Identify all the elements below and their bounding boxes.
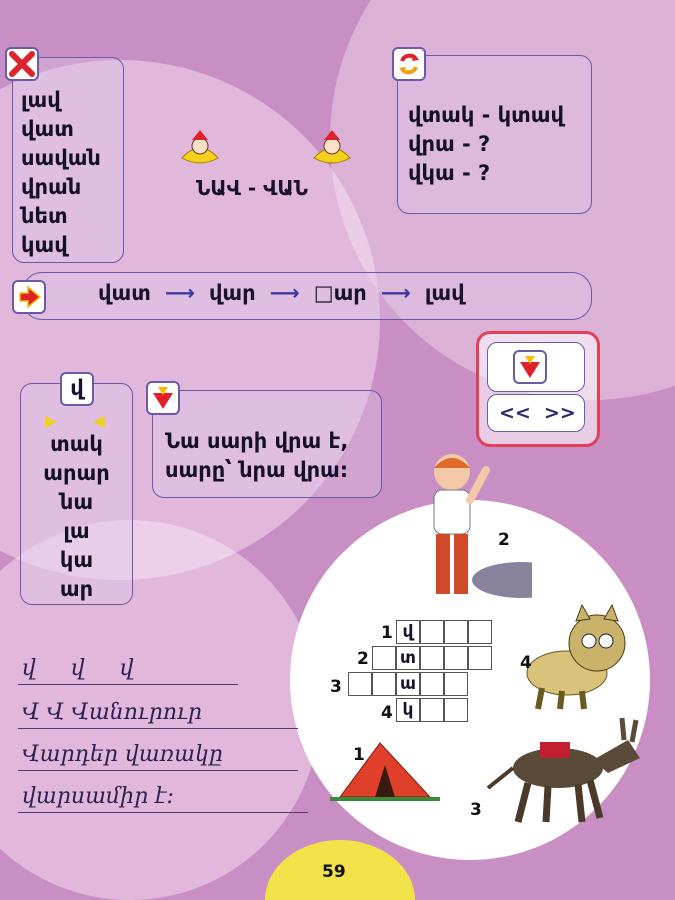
- handwriting-line: վ վ վ: [22, 656, 148, 681]
- replace-lines: [408, 101, 564, 188]
- jester-icon: [178, 128, 222, 172]
- crossword-cell[interactable]: [348, 672, 372, 696]
- chain-words: [98, 281, 465, 305]
- sentence-lines: [165, 427, 348, 485]
- letter-syllable-box: [20, 383, 133, 605]
- writing-rule: [18, 770, 298, 771]
- chain-word: □ար: [313, 281, 367, 305]
- list-word: սավան: [21, 146, 101, 170]
- handwriting-line: Վարդեր վառակը: [22, 742, 223, 767]
- handwriting-line: վարսամիր է:: [22, 784, 174, 809]
- crossword-cell[interactable]: [468, 620, 492, 644]
- writing-rule: [18, 684, 238, 685]
- replace-line: վկա - ?: [408, 161, 491, 185]
- crossword-cell[interactable]: [444, 672, 468, 696]
- row-number: 4: [381, 703, 393, 723]
- replace-line: վրա - ?: [408, 132, 491, 156]
- donkey-illustration: [478, 718, 648, 832]
- picture-number: 3: [470, 800, 482, 820]
- sentence-box: [152, 390, 382, 498]
- sentence-line: սարը՝ նրա վրա:: [165, 458, 349, 482]
- down-arrow-icon: [513, 350, 547, 384]
- replace-box: [397, 55, 592, 214]
- chain-word: վար: [208, 281, 256, 305]
- crossword-cell[interactable]: [420, 620, 444, 644]
- page-number: 59: [322, 862, 346, 882]
- list-word: վատ: [21, 117, 74, 141]
- syllable: ար: [59, 577, 94, 601]
- list-word: վրան: [21, 175, 82, 199]
- boy-illustration: [412, 450, 532, 614]
- syllable: կա: [59, 548, 94, 572]
- list-word: լավ: [21, 88, 61, 112]
- down-arrow-icon: [146, 381, 180, 415]
- right-arrow-icon: ⟶: [380, 281, 411, 305]
- picture-number: 1: [353, 745, 365, 765]
- crossword-cell[interactable]: [420, 672, 444, 696]
- crossword-cell[interactable]: կ: [396, 698, 420, 722]
- syllable: տակ: [50, 432, 103, 456]
- jester-icon: [310, 128, 354, 172]
- chain-word: վատ: [98, 281, 151, 305]
- row-number: 3: [330, 677, 342, 697]
- play-arrow-icon: [12, 280, 46, 314]
- syllable: նա: [59, 490, 94, 514]
- right-arrow-icon: ⟶: [269, 281, 300, 305]
- crossword-cell[interactable]: [420, 646, 444, 670]
- row-number: 1: [381, 623, 393, 643]
- crossword-cell[interactable]: վ: [396, 620, 420, 644]
- crossword-cell[interactable]: [372, 672, 396, 696]
- handwriting-line: Վ Վ Վանուրուր: [22, 700, 202, 725]
- cross-out-icon: [5, 47, 39, 81]
- picture-number: 4: [520, 653, 532, 673]
- crossword-cell[interactable]: [420, 698, 444, 722]
- crossword-cell[interactable]: [444, 620, 468, 644]
- word-list-box: [12, 57, 124, 263]
- crossword-cell[interactable]: ա: [396, 672, 420, 696]
- center-title: ՆԱՎ - ՎԱՆ: [196, 176, 308, 200]
- nav-prev[interactable]: <<: [499, 402, 531, 424]
- sentence-line: Նա սարի վրա է,: [165, 429, 349, 453]
- nav-next[interactable]: >>: [544, 402, 576, 424]
- letter-tile: վ: [60, 372, 94, 406]
- cycle-arrows-icon: [392, 47, 426, 81]
- picture-number: 2: [498, 530, 510, 550]
- list-word: կավ: [21, 233, 68, 257]
- nav-box: [476, 331, 600, 447]
- chain-row: [22, 272, 592, 320]
- row-number: 2: [357, 649, 369, 669]
- crossword-cell[interactable]: [372, 646, 396, 670]
- syllable: արար: [43, 461, 110, 485]
- crossword-cell[interactable]: տ: [396, 646, 420, 670]
- list-word: նետ: [21, 204, 68, 228]
- writing-rule: [18, 812, 308, 813]
- right-arrow-icon: ⟶: [164, 281, 195, 305]
- crossword-cell[interactable]: [444, 646, 468, 670]
- writing-rule: [18, 728, 298, 729]
- crossword-cell[interactable]: [468, 646, 492, 670]
- chain-word: լավ: [424, 281, 465, 305]
- syllable-list: [21, 430, 132, 604]
- tent-illustration: [330, 735, 440, 809]
- crossword-cell[interactable]: [444, 698, 468, 722]
- yellow-arrows-icon: [43, 414, 107, 430]
- syllable: լա: [63, 519, 90, 543]
- replace-line: վտակ - կտավ: [408, 103, 564, 127]
- word-list: [21, 86, 101, 260]
